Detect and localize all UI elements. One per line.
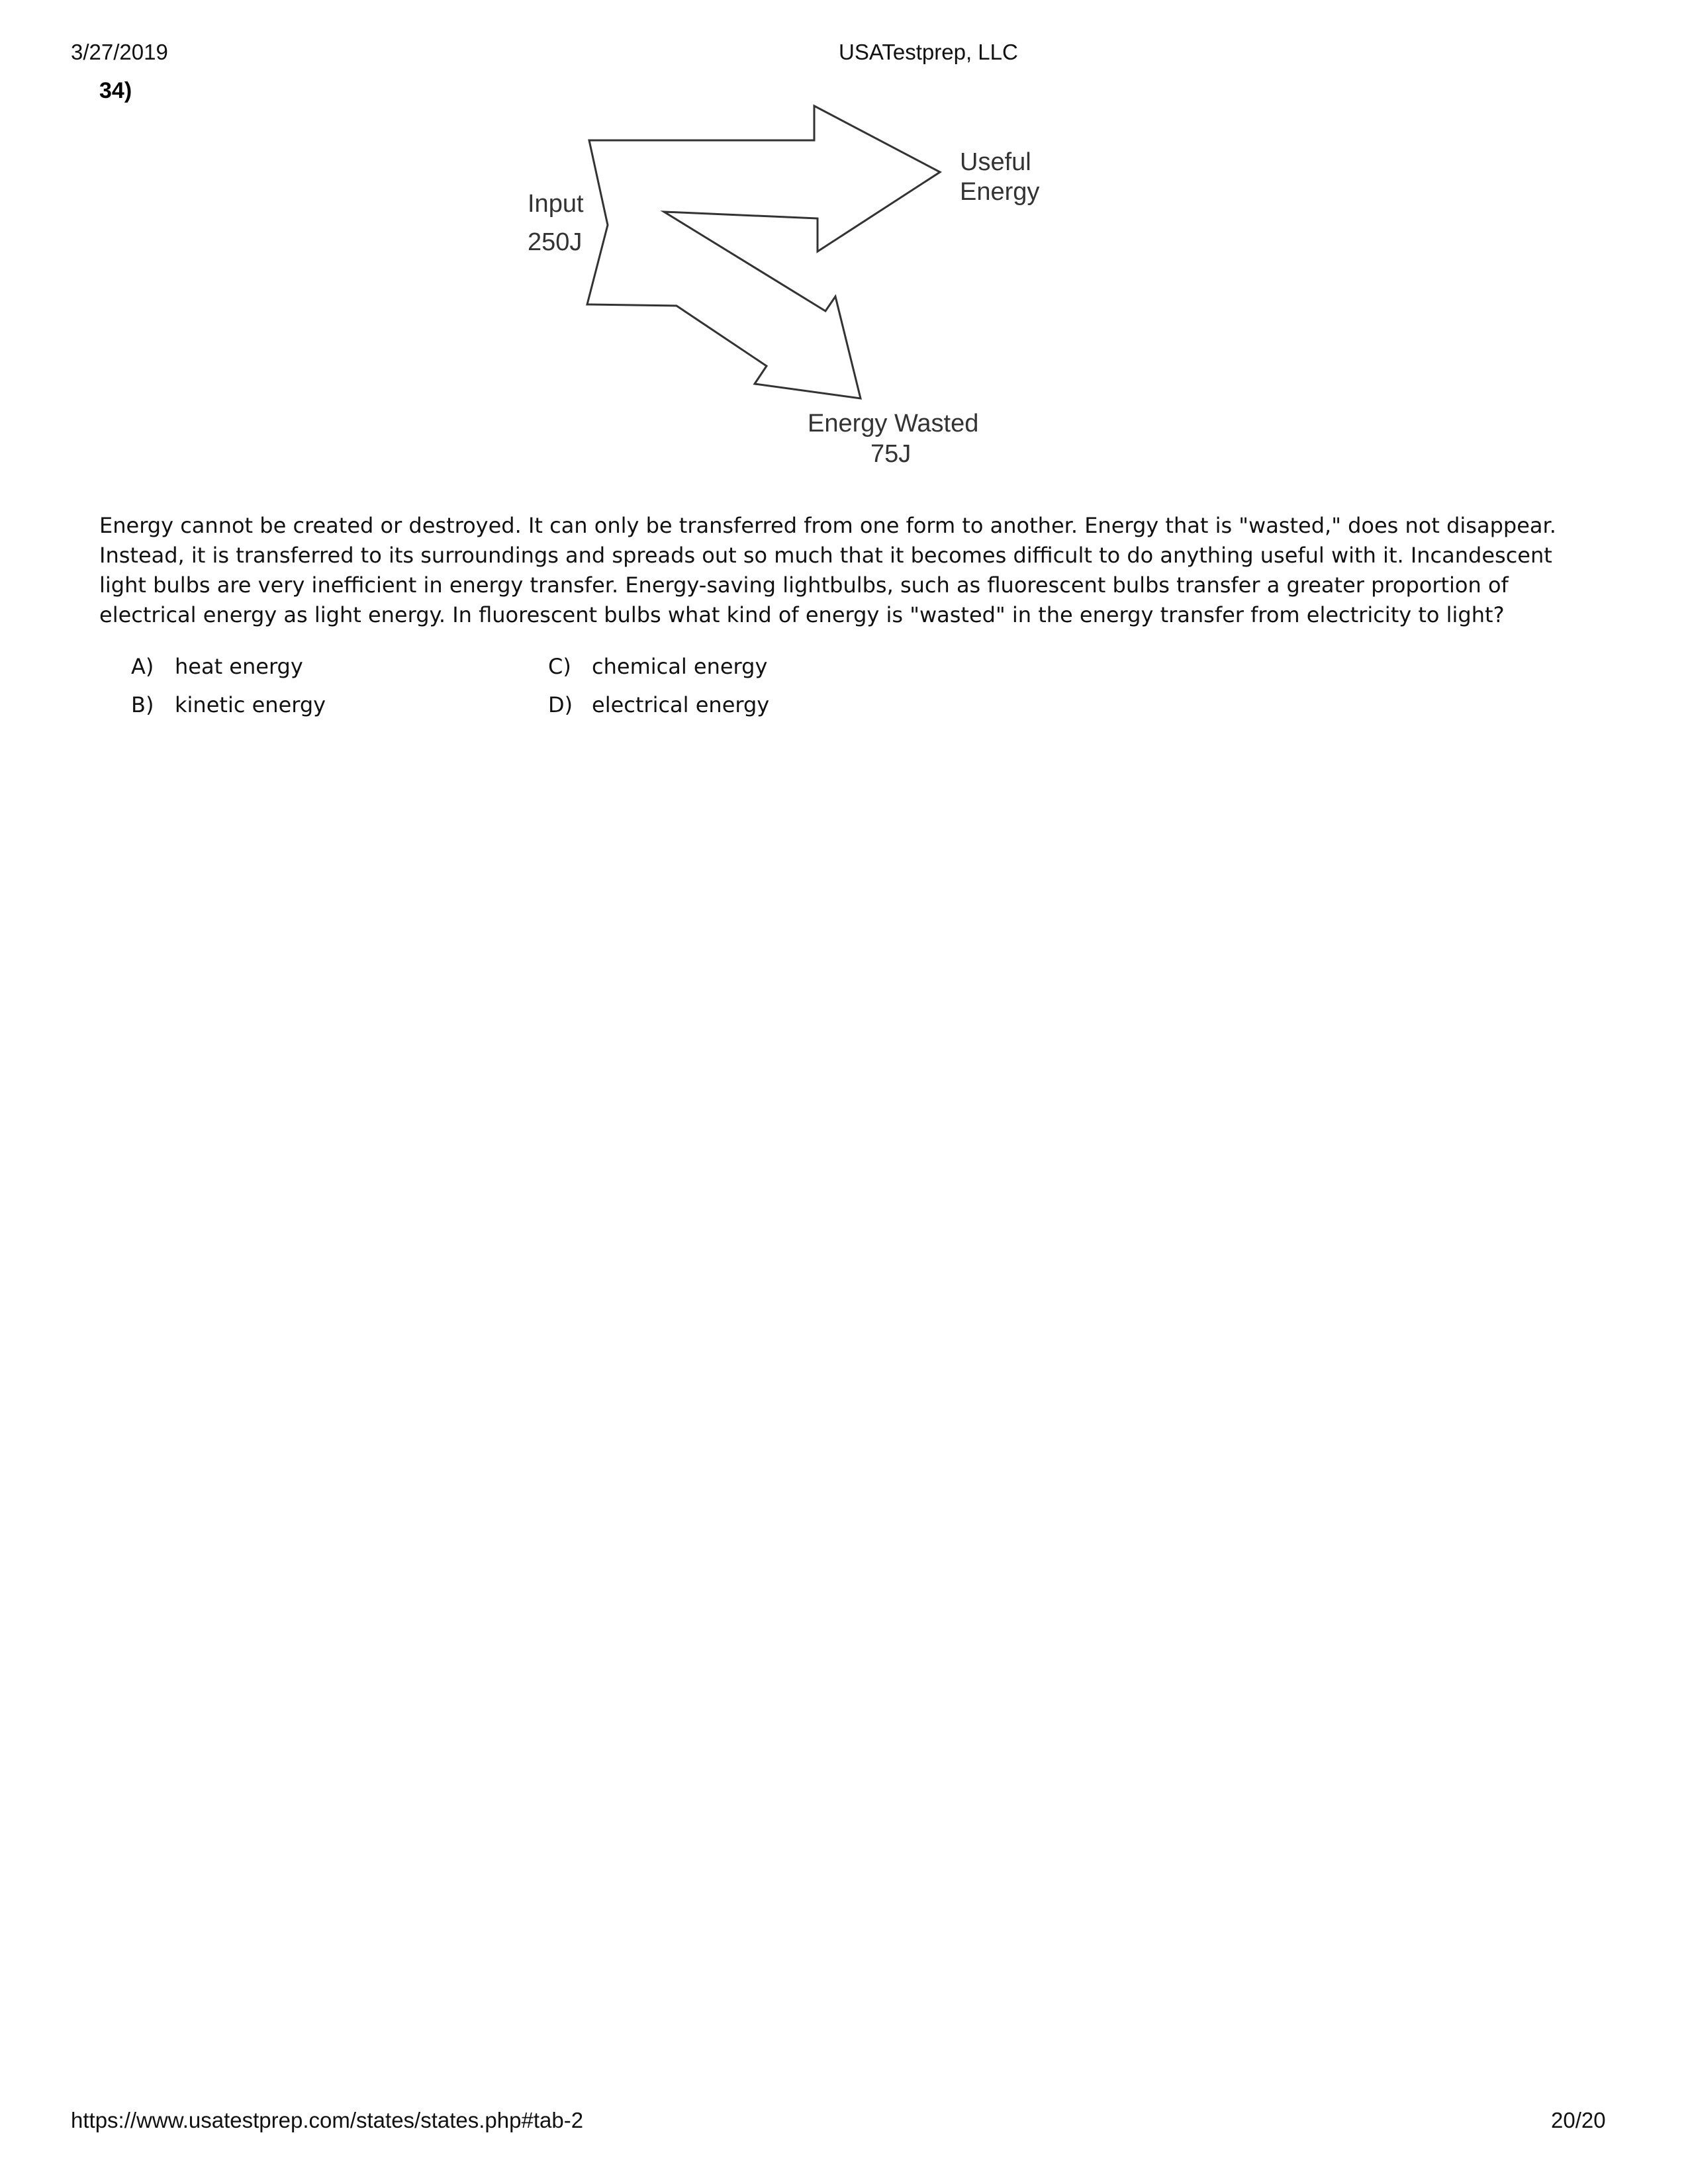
- choice-text: electrical energy: [592, 692, 770, 717]
- question-number: 34): [99, 78, 132, 103]
- choice-letter: B): [131, 692, 154, 717]
- passage-line: Energy cannot be created or destroyed. It can only be transferred from one form to another. Energy that is "wasted," does not disappear.: [99, 513, 1556, 538]
- passage-line: light bulbs are very inefficient in energy transfer. Energy-saving lightbulbs, such as fluorescent bulbs transfer a greater proportion of: [99, 572, 1509, 598]
- useful-energy-label-line2: Energy: [960, 178, 1040, 206]
- question-passage: [99, 511, 1556, 630]
- answer-choice-c[interactable]: [548, 654, 767, 679]
- choice-letter: D): [548, 692, 573, 717]
- answer-choice-a[interactable]: [131, 654, 303, 679]
- useful-energy-label-line1: Useful: [960, 148, 1031, 176]
- footer-page-number: 20/20: [1551, 2108, 1606, 2132]
- energy-wasted-value: 75J: [870, 440, 912, 468]
- footer-url: https://www.usatestprep.com/states/states.php#tab-2: [71, 2108, 584, 2132]
- input-value: 250J: [528, 228, 583, 256]
- energy-flow-arrow: [587, 106, 940, 398]
- passage-line: Instead, it is transferred to its surroundings and spreads out so much that it becomes difficult to do anything useful with it. Incandescent: [99, 543, 1552, 568]
- answer-choice-d[interactable]: [548, 692, 769, 717]
- choice-text: kinetic energy: [175, 692, 326, 717]
- energy-flow-diagram: [503, 93, 1072, 490]
- choice-letter: C): [548, 654, 571, 679]
- energy-wasted-label: Energy Wasted: [808, 410, 979, 437]
- choice-letter: A): [131, 654, 154, 679]
- passage-line: electrical energy as light energy. In fluorescent bulbs what kind of energy is "wasted" in the energy transfer from electricity to light?: [99, 602, 1505, 627]
- input-label: Input: [528, 190, 584, 218]
- header-date: 3/27/2019: [71, 40, 168, 64]
- choice-text: heat energy: [175, 654, 303, 679]
- answer-choice-b[interactable]: [131, 692, 326, 717]
- choice-text: chemical energy: [592, 654, 768, 679]
- header-site-name: USATestprep, LLC: [839, 40, 1018, 64]
